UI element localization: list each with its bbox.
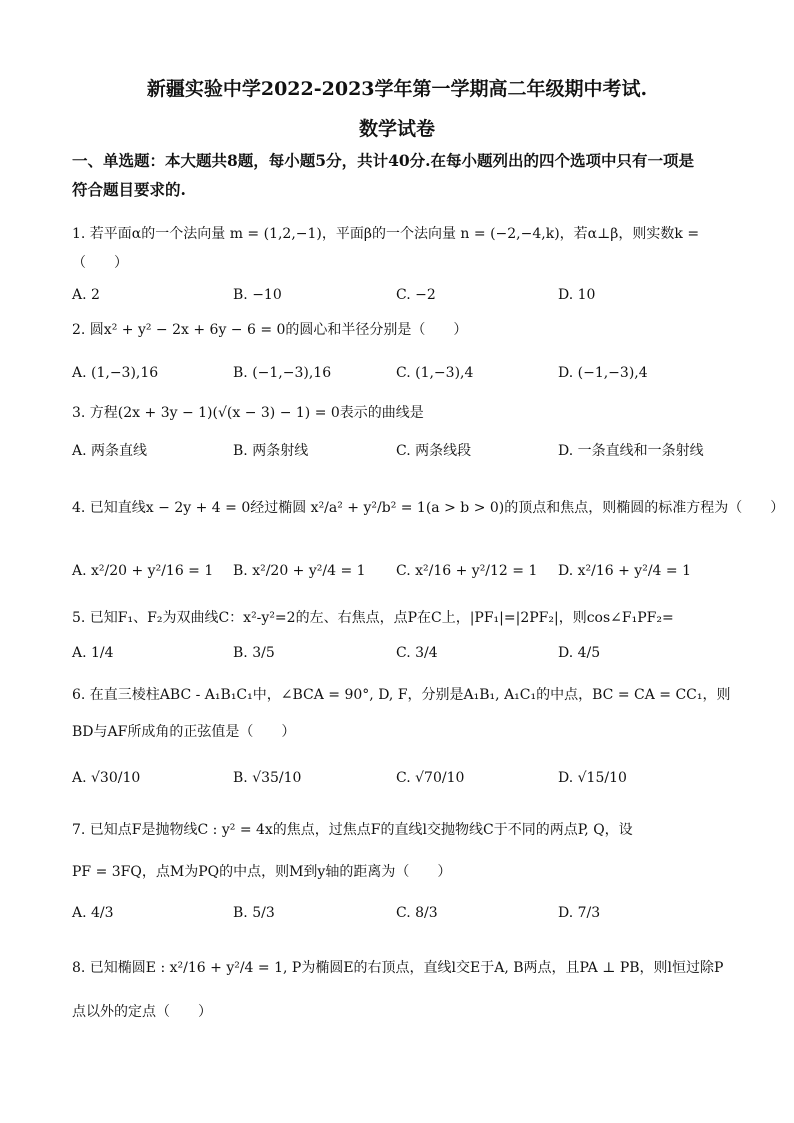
question-7-stem: 7. 已知点F是抛物线C : y² = 4x的焦点，过焦点F的直线l交抛物线C于不同的两点P, Q，设: [72, 822, 633, 838]
q3-option-b: B. 两条射线: [233, 443, 309, 459]
q3-option-d: D. 一条直线和一条射线: [558, 443, 704, 459]
q6-option-b: B. √35/10: [233, 770, 302, 786]
question-2-stem: 2. 圆x² + y² − 2x + 6y − 6 = 0的圆心和半径分别是（ ）: [72, 322, 468, 338]
q2-option-c: C. (1,−3),4: [396, 365, 474, 381]
q2-option-d: D. (−1,−3),4: [558, 365, 648, 381]
q6-option-d: D. √15/10: [558, 770, 627, 786]
q7-option-b: B. 5/3: [233, 905, 275, 921]
q2-option-b: B. (−1,−3),16: [233, 365, 332, 381]
q1-option-b: B. −10: [233, 287, 282, 303]
page-title: 新疆实验中学2022-2023学年第一学期高二年级期中考试.: [146, 78, 648, 100]
q3-option-a: A. 两条直线: [72, 443, 148, 459]
question-7-stem-cont: PF = 3FQ，点M为PQ的中点，则M到y轴的距离为（ ）: [72, 864, 452, 880]
question-4-stem: 4. 已知直线x − 2y + 4 = 0经过椭圆 x²/a² + y²/b² = 1(a > b > 0)的顶点和焦点，则椭圆的标准方程为（ ）: [72, 500, 785, 516]
section-heading: [72, 146, 732, 204]
q4-option-c: C. x²/16 + y²/12 = 1: [396, 563, 538, 579]
q4-option-a: A. x²/20 + y²/16 = 1: [72, 563, 214, 579]
section-line-2: 符合题目要求的.: [72, 180, 186, 199]
q3-option-c: C. 两条线段: [396, 443, 472, 459]
question-5-stem: 5. 已知F₁、F₂为双曲线C：x²-y²=2的左、右焦点，点P在C上，|PF₁|=|2PF₂|，则cos∠F₁PF₂=: [72, 610, 674, 626]
question-8-stem-cont: 点以外的定点（ ）: [72, 1004, 212, 1020]
q7-option-c: C. 8/3: [396, 905, 438, 921]
q7-option-a: A. 4/3: [72, 905, 114, 921]
section-line-1: 一、单选题：本大题共8题，每小题5分，共计40分.在每小题列出的四个选项中只有一项是: [72, 151, 695, 170]
q5-option-a: A. 1/4: [72, 645, 114, 661]
question-8-stem: 8. 已知椭圆E : x²/16 + y²/4 = 1, P为椭圆E的右顶点，直线l交E于A, B两点，且PA ⊥ PB，则l恒过除P: [72, 960, 724, 976]
question-6-stem-cont: BD与AF所成角的正弦值是（ ）: [72, 724, 296, 740]
q1-option-d: D. 10: [558, 287, 596, 303]
question-1-stem: 1. 若平面α的一个法向量 m = (1,2,−1)，平面β的一个法向量 n = (−2,−4,k)，若α⊥β，则实数k =: [72, 226, 700, 242]
q1-option-a: A. 2: [72, 287, 100, 303]
q6-option-a: A. √30/10: [72, 770, 141, 786]
q6-option-c: C. √70/10: [396, 770, 465, 786]
question-3-stem: 3. 方程(2x + 3y − 1)(√(x − 3) − 1) = 0表示的曲线是: [72, 405, 424, 421]
page-subtitle: 数学试卷: [358, 118, 435, 140]
question-1-stem-cont: （ ）: [72, 255, 128, 271]
q5-option-c: C. 3/4: [396, 645, 438, 661]
q4-option-b: B. x²/20 + y²/4 = 1: [233, 563, 366, 579]
q1-option-c: C. −2: [396, 287, 436, 303]
q5-option-d: D. 4/5: [558, 645, 601, 661]
question-6-stem: 6. 在直三棱柱ABC - A₁B₁C₁中，∠BCA = 90°, D, F，分别是A₁B₁, A₁C₁的中点，BC = CA = CC₁，则: [72, 687, 731, 703]
q2-option-a: A. (1,−3),16: [72, 365, 159, 381]
q5-option-b: B. 3/5: [233, 645, 275, 661]
q7-option-d: D. 7/3: [558, 905, 601, 921]
q4-option-d: D. x²/16 + y²/4 = 1: [558, 563, 691, 579]
